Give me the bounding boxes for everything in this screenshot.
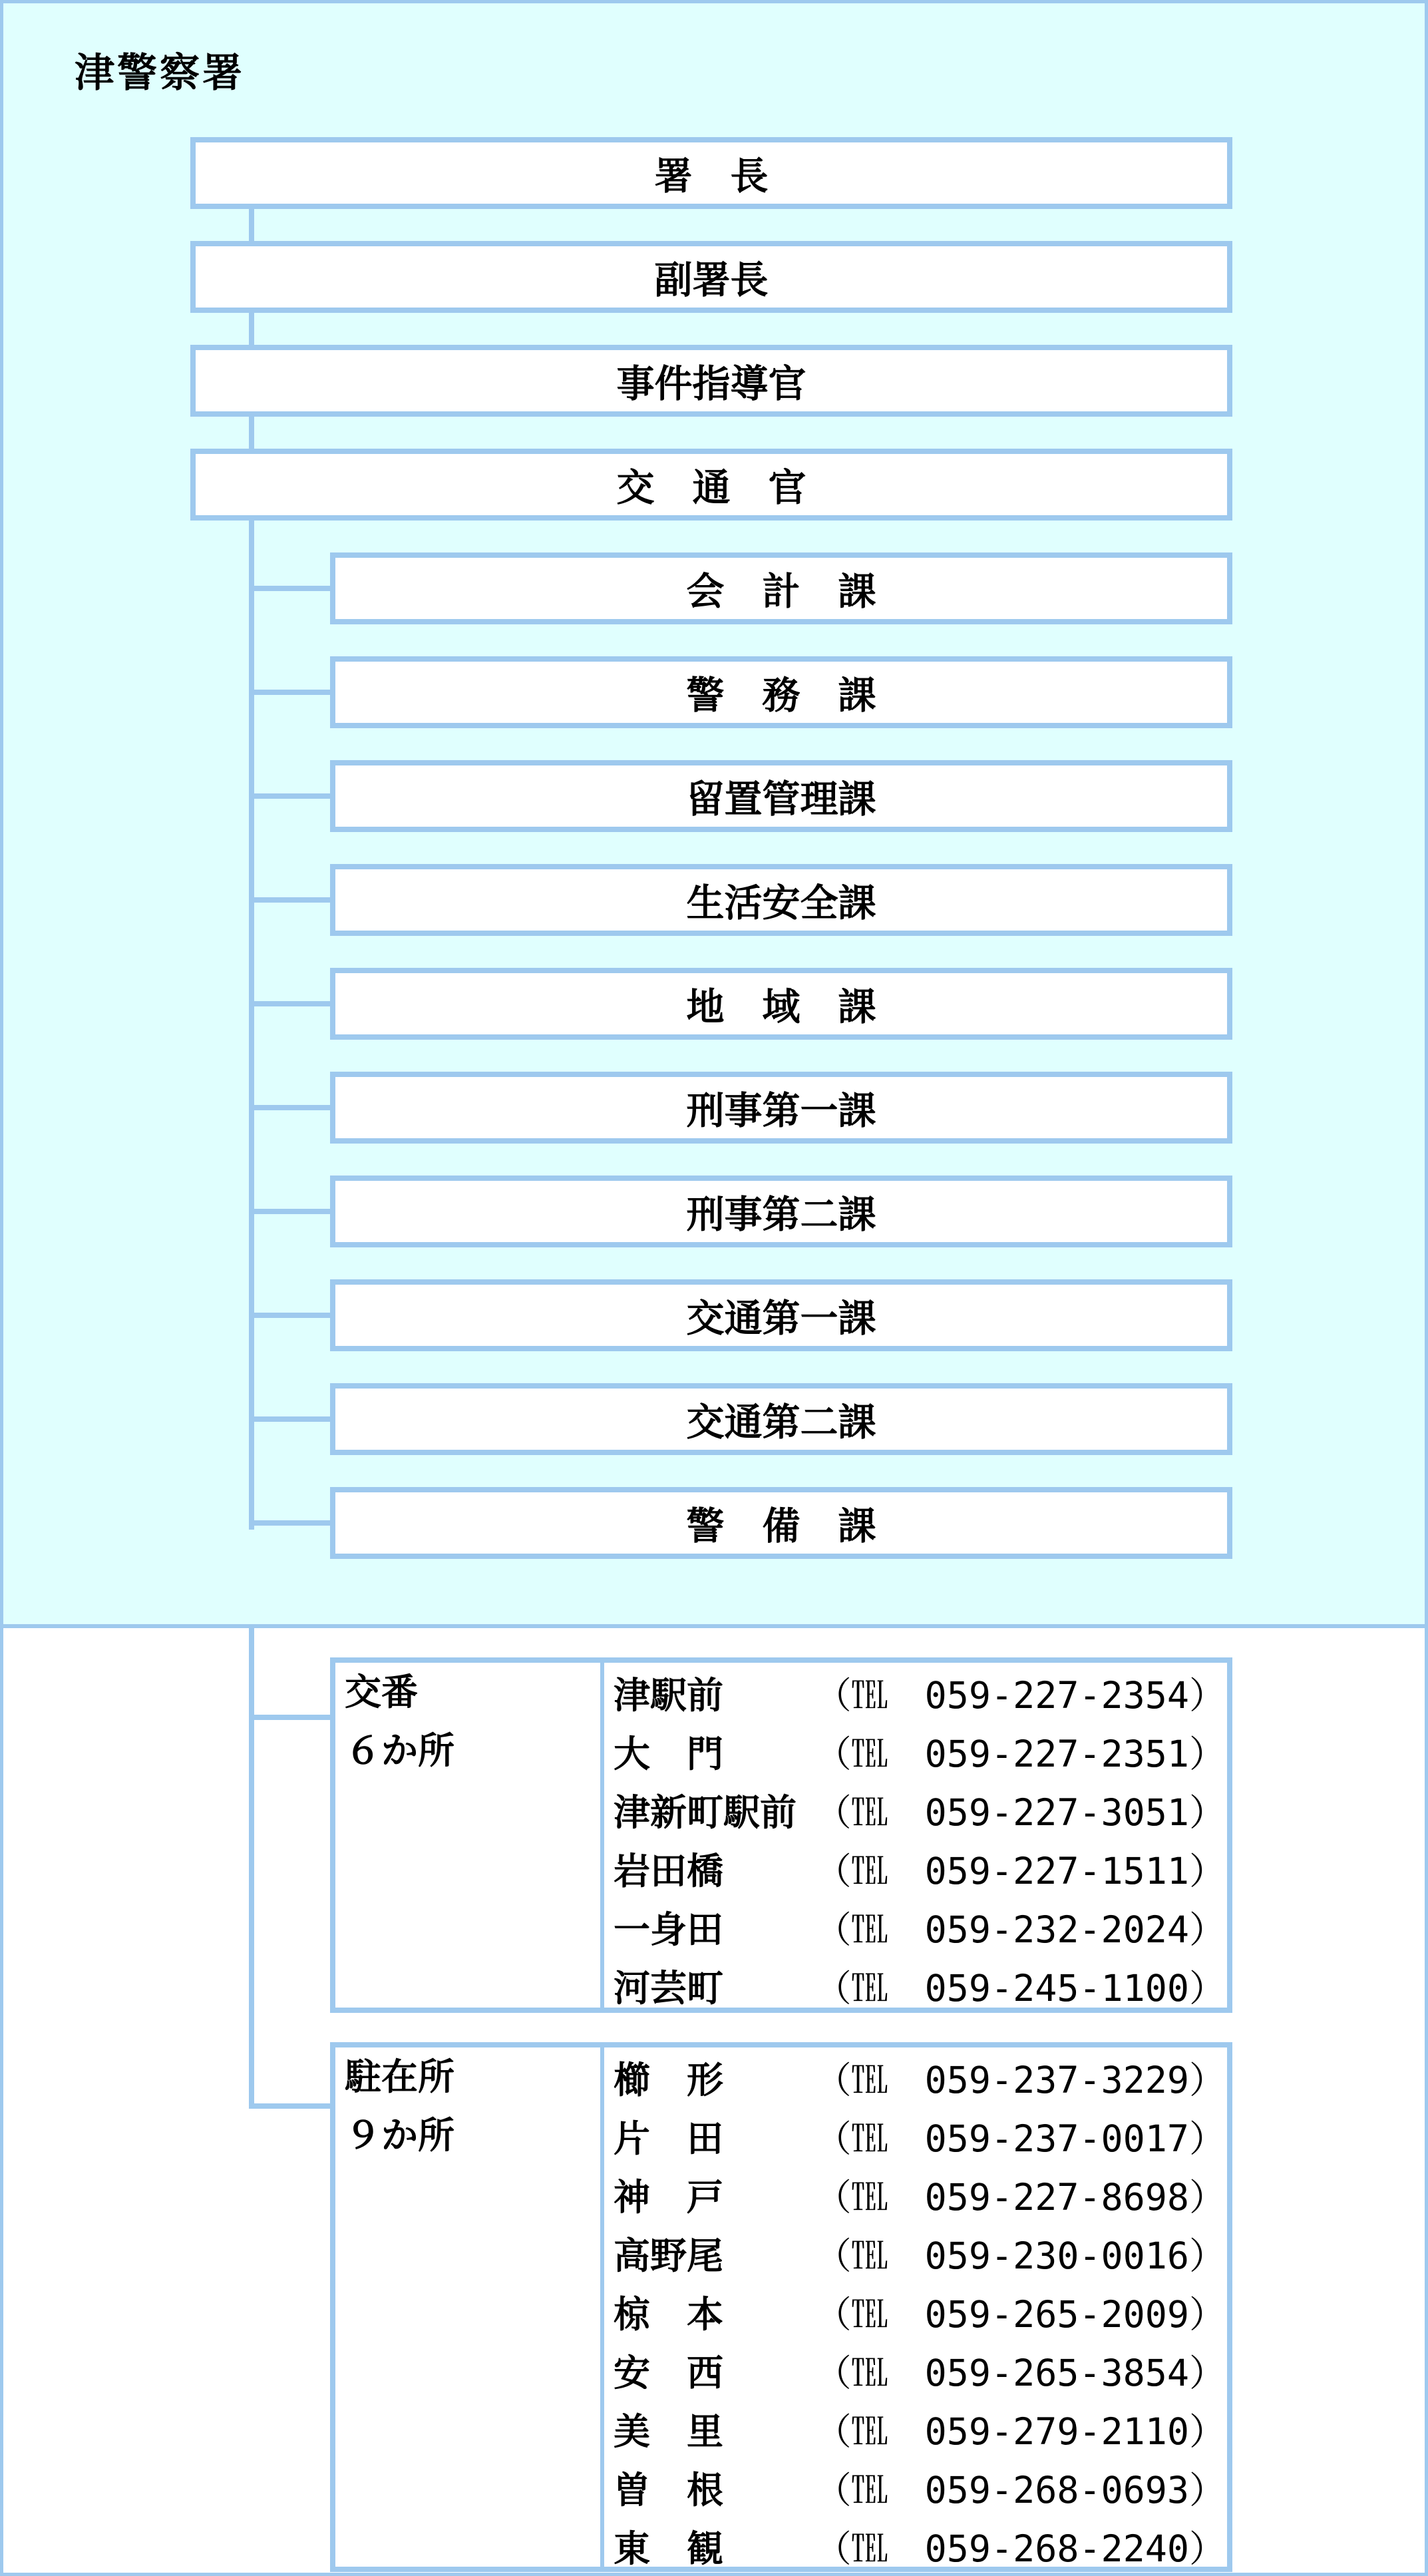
entry-name: 一身田 xyxy=(614,1908,724,1951)
entry-phone: （℡ 059-245-1100） xyxy=(814,1966,1226,2010)
station-title: 津警察署 xyxy=(75,50,245,97)
koban-group xyxy=(330,1657,1232,2013)
section-box-accounting xyxy=(330,552,1232,624)
entry-phone: （℡ 059-227-8698） xyxy=(814,2175,1226,2219)
entry-phone: （℡ 059-227-1511） xyxy=(814,1849,1226,1892)
main-trunk-line xyxy=(249,519,254,1530)
koban-list xyxy=(614,1663,1226,2014)
section-box-traffic-1 xyxy=(330,1279,1232,1351)
chuzaisho-divider xyxy=(600,2047,604,2567)
section-box-community-safety xyxy=(330,864,1232,936)
section-box-criminal-2 xyxy=(330,1176,1232,1247)
section-box-security xyxy=(330,1487,1232,1559)
traffic-officer-box xyxy=(190,449,1232,521)
section-box-traffic-2 xyxy=(330,1383,1232,1455)
chief-box xyxy=(190,137,1232,209)
section-connector xyxy=(249,1416,333,1422)
entry-phone: （℡ 059-227-2354） xyxy=(814,1673,1226,1717)
entry-phone: （℡ 059-227-2351） xyxy=(814,1732,1226,1775)
outpost-connector xyxy=(249,2103,333,2109)
list-item xyxy=(614,1956,1226,2014)
section-label: 交通第一課 xyxy=(686,1297,876,1341)
koban-divider xyxy=(600,1663,604,2008)
section-connector xyxy=(249,1105,333,1110)
entry-name: 津新町駅前 xyxy=(614,1791,797,1834)
list-item xyxy=(614,2223,1226,2282)
list-item xyxy=(614,1838,1226,1897)
section-box-community-police xyxy=(330,968,1232,1040)
section-connector xyxy=(249,690,333,695)
entry-phone: （℡ 059-279-2110） xyxy=(814,2410,1226,2453)
section-connector xyxy=(249,793,333,799)
outpost-trunk-line xyxy=(249,1628,254,2109)
section-label: 生活安全課 xyxy=(686,881,876,925)
list-item xyxy=(614,1780,1226,1838)
section-connector xyxy=(249,897,333,903)
list-item xyxy=(614,2047,1226,2106)
traffic-officer-label: 交 通 官 xyxy=(616,466,806,510)
chuzaisho-group xyxy=(330,2042,1232,2572)
entry-name: 神 戸 xyxy=(614,2175,724,2219)
entry-name: 曽 根 xyxy=(614,2468,724,2511)
section-label: 刑事第一課 xyxy=(686,1089,876,1133)
entry-name: 安 西 xyxy=(614,2351,724,2394)
entry-name: 椋 本 xyxy=(614,2292,724,2336)
section-box-general-affairs xyxy=(330,656,1232,728)
list-item xyxy=(614,2282,1226,2340)
entry-name: 河芸町 xyxy=(614,1966,724,2010)
entry-phone: （℡ 059-232-2024） xyxy=(814,1908,1226,1951)
deputy-chief-label: 副署長 xyxy=(654,258,769,302)
investigation-director-box xyxy=(190,345,1232,417)
list-item xyxy=(614,2165,1226,2223)
entry-name: 櫛 形 xyxy=(614,2058,724,2101)
list-item xyxy=(614,1663,1226,1721)
entry-phone: （℡ 059-265-2009） xyxy=(814,2292,1226,2336)
chief-label: 署 長 xyxy=(654,154,769,198)
investigation-director-label: 事件指導官 xyxy=(616,362,806,406)
section-connector xyxy=(249,586,333,591)
section-box-criminal-1 xyxy=(330,1072,1232,1144)
entry-phone: （℡ 059-230-0016） xyxy=(814,2234,1226,2277)
section-label: 警 務 課 xyxy=(686,674,876,718)
entry-name: 岩田橋 xyxy=(614,1849,724,1892)
list-item xyxy=(614,1897,1226,1956)
section-label: 警 備 課 xyxy=(686,1504,876,1548)
entry-phone: （℡ 059-268-0693） xyxy=(814,2468,1226,2511)
section-label: 地 域 課 xyxy=(686,985,876,1029)
section-box-detention xyxy=(330,760,1232,832)
section-label: 留置管理課 xyxy=(686,777,876,821)
entry-phone: （℡ 059-268-2240） xyxy=(814,2527,1226,2570)
koban-count-label: ６か所 xyxy=(345,1729,455,1772)
section-connector xyxy=(249,1001,333,1006)
entry-phone: （℡ 059-265-3854） xyxy=(814,2351,1226,2394)
section-connector xyxy=(249,1313,333,1318)
outpost-connector xyxy=(249,1715,333,1720)
section-label: 交通第二課 xyxy=(686,1400,876,1444)
entry-phone: （℡ 059-237-0017） xyxy=(814,2117,1226,2160)
list-item xyxy=(614,1721,1226,1780)
section-connector xyxy=(249,1209,333,1214)
entry-phone: （℡ 059-227-3051） xyxy=(814,1791,1226,1834)
entry-phone: （℡ 059-237-3229） xyxy=(814,2058,1226,2101)
list-item xyxy=(614,2458,1226,2516)
entry-name: 大 門 xyxy=(614,1732,724,1775)
deputy-chief-box xyxy=(190,241,1232,313)
entry-name: 美 里 xyxy=(614,2410,724,2453)
entry-name: 東 観 xyxy=(614,2527,724,2570)
list-item xyxy=(614,2340,1226,2399)
entry-name: 片 田 xyxy=(614,2117,724,2160)
list-item xyxy=(614,2399,1226,2458)
section-connector xyxy=(249,1520,333,1526)
list-item xyxy=(614,2516,1226,2575)
koban-kind-label: 交番 xyxy=(345,1671,419,1713)
chuzaisho-count-label: ９か所 xyxy=(345,2114,455,2157)
list-item xyxy=(614,2106,1226,2165)
section-label: 刑事第二課 xyxy=(686,1193,876,1237)
entry-name: 高野尾 xyxy=(614,2234,724,2277)
entry-name: 津駅前 xyxy=(614,1673,724,1717)
section-label: 会 計 課 xyxy=(686,570,876,614)
chuzaisho-kind-label: 駐在所 xyxy=(345,2055,455,2098)
chuzaisho-list xyxy=(614,2047,1226,2575)
